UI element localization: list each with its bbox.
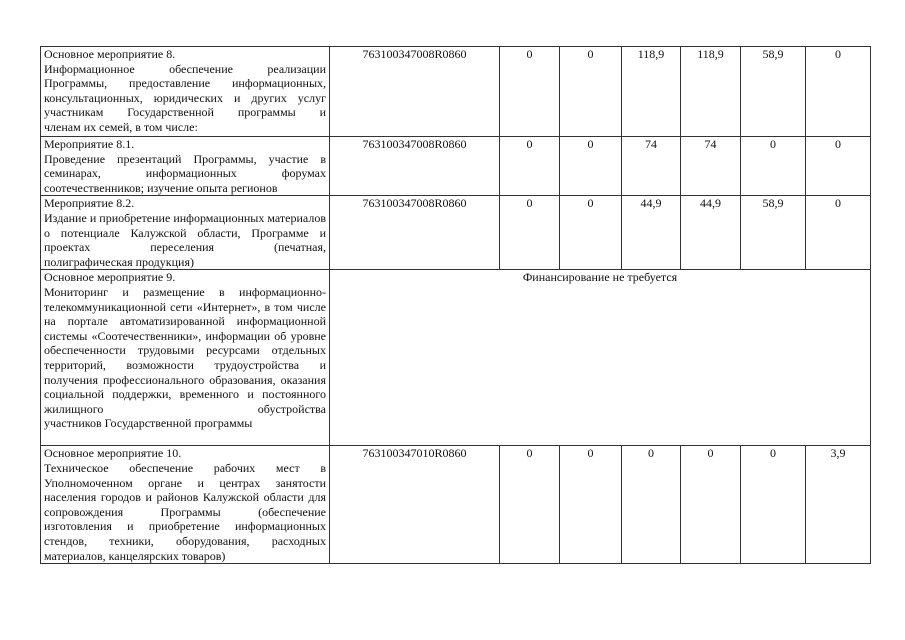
- measure-description: [41, 270, 330, 446]
- table-row: [41, 196, 871, 270]
- value-cell: 0: [806, 47, 871, 137]
- value-cell: 0: [560, 47, 622, 137]
- table-row: [41, 137, 871, 196]
- value-cell: 118,9: [622, 47, 681, 137]
- value-cell: 0: [741, 446, 806, 564]
- measure-text-end: полиграфическая продукция): [44, 254, 194, 269]
- budget-sheet: [40, 46, 870, 564]
- value-cell: 74: [681, 137, 741, 196]
- budget-code: 763100347008R0860: [330, 196, 500, 270]
- value-cell: 44,9: [622, 196, 681, 270]
- measure-title: Мероприятие 8.1.: [44, 137, 135, 151]
- value-cell: 58,9: [741, 47, 806, 137]
- value-cell: 0: [622, 446, 681, 564]
- measure-title: Основное мероприятие 8.: [44, 47, 176, 61]
- measure-text-end: членам их семей, в том числе:: [44, 119, 198, 134]
- value-cell: 0: [500, 47, 560, 137]
- measure-title: Основное мероприятие 10.: [44, 446, 182, 461]
- value-cell: 58,9: [741, 196, 806, 270]
- measure-text-end: материалов, канцелярских товаров): [44, 548, 226, 563]
- budget-code: 763100347008R0860: [330, 47, 500, 137]
- measure-text: Техническое обеспечение рабочих мест в Уполномоченном органе и центрах занятости населения городов и районов Калужской области для сопровождения Программы (обеспечение изготовления и приобретение информационных стендов, техники, оборудования, расходных: [44, 460, 326, 548]
- budget-code: 763100347008R0860: [330, 137, 500, 196]
- table-row: [41, 47, 871, 137]
- budget-table: [40, 46, 871, 564]
- value-cell: 0: [806, 137, 871, 196]
- value-cell: 0: [806, 196, 871, 270]
- measure-text: Мониторинг и размещение в информационно-телекоммуникационной сети «Интернет», в том числе на портале автоматизированной информационной системы «Соотечественники», информации об уровне обеспеченности трудовыми ресурсами отдельных территорий, возможности трудоустройства и получения профессионального образования, оказания социальной поддержки, временного и постоянного жилищного обустройства: [44, 284, 326, 416]
- value-cell: 74: [622, 137, 681, 196]
- value-cell: 44,9: [681, 196, 741, 270]
- value-cell: 0: [500, 196, 560, 270]
- table-row: [41, 270, 871, 446]
- measure-description: [41, 196, 330, 270]
- value-cell: 0: [681, 446, 741, 564]
- measure-description: [41, 137, 330, 196]
- value-cell: 0: [500, 446, 560, 564]
- budget-code: 763100347010R0860: [330, 446, 500, 564]
- measure-text-end: соотечественников; изучение опыта регионов: [44, 180, 278, 195]
- measure-text: Проведение презентаций Программы, участие в семинарах, информационных форумах: [44, 151, 326, 181]
- measure-text-end: участников Государственной программы: [44, 416, 253, 431]
- measure-text: Издание и приобретение информационных материалов о потенциале Калужской области, Программе и проектах переселения (печатная,: [44, 210, 326, 255]
- value-cell: 0: [560, 446, 622, 564]
- value-cell: 0: [560, 137, 622, 196]
- funding-not-required-note: Финансирование не требуется: [330, 270, 871, 446]
- value-cell: 118,9: [681, 47, 741, 137]
- measure-title: Мероприятие 8.2.: [44, 196, 135, 211]
- value-cell: 3,9: [806, 446, 871, 564]
- measure-description: [41, 446, 330, 564]
- value-cell: 0: [500, 137, 560, 196]
- measure-title: Основное мероприятие 9.: [44, 270, 176, 285]
- value-cell: 0: [560, 196, 622, 270]
- value-cell: 0: [741, 137, 806, 196]
- measure-text: Информационное обеспечение реализации Программы, предоставление информационных, консультационных, юридических и других услуг участникам Государственной программы и: [44, 61, 326, 120]
- table-row: [41, 446, 871, 564]
- measure-description: [41, 47, 330, 137]
